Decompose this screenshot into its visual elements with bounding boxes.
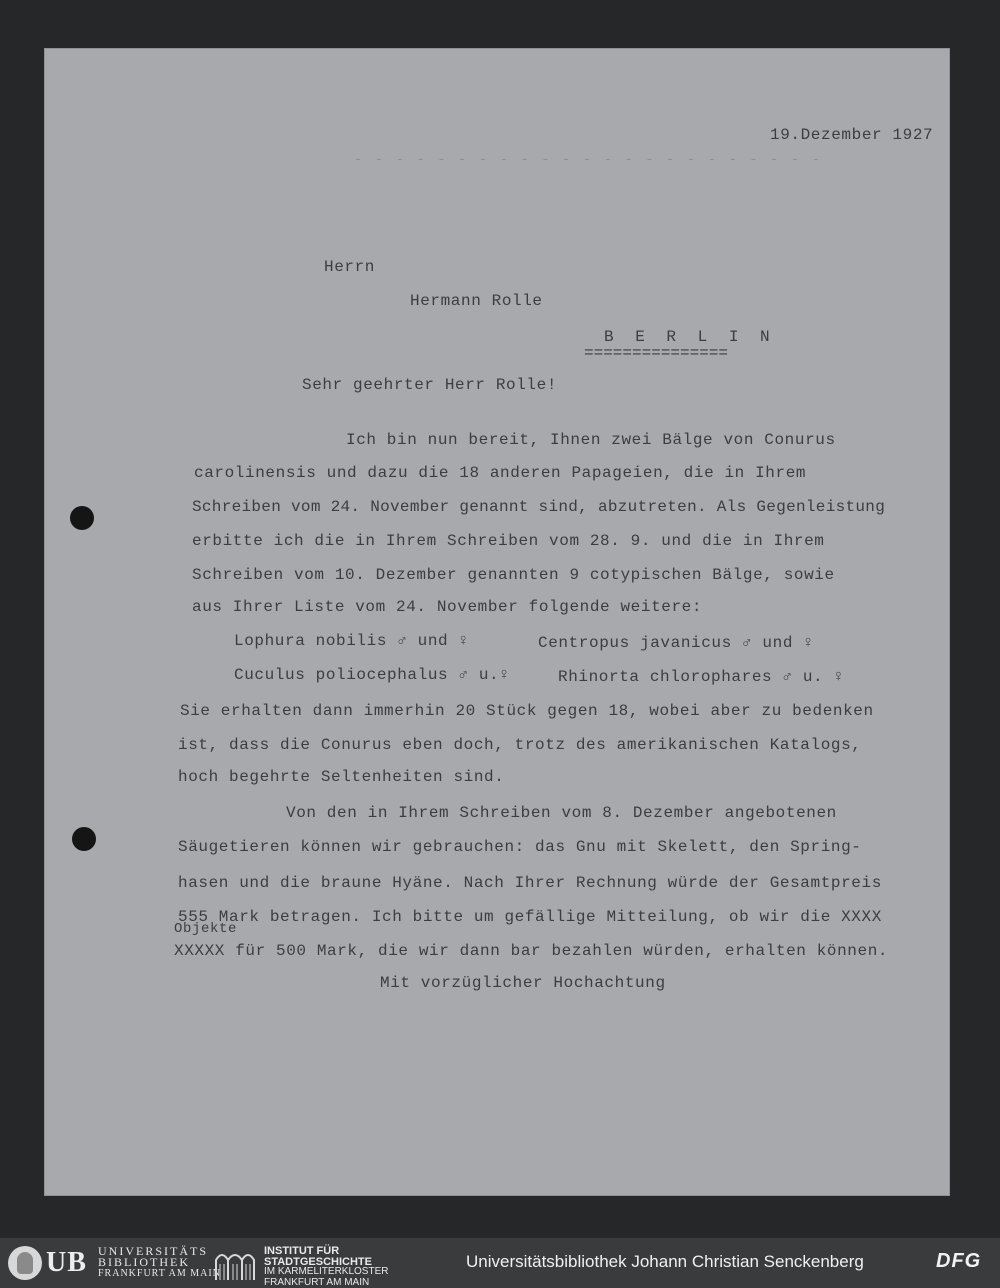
- footer-bar: [0, 1238, 1000, 1288]
- paragraph-3-line-2: Säugetieren können wir gebrauchen: das Gnu mit Skelett, den Spring-: [178, 838, 862, 856]
- paragraph-1-line-3: Schreiben vom 24. November genannt sind, abzutreten. Als Gegenleistung: [192, 498, 886, 516]
- punch-hole-bottom: [72, 827, 96, 851]
- ub-seal-icon: [8, 1246, 42, 1280]
- species-rhinorta: Rhinorta chlorophares ♂ u. ♀: [558, 668, 844, 686]
- salutation-title: Herrn: [324, 258, 376, 276]
- paragraph-3-line-3: hasen und die braune Hyäne. Nach Ihrer Rechnung würde der Gesamtpreis: [178, 874, 882, 892]
- paragraph-1-line-1: Ich bin nun bereit, Ihnen zwei Bälge von Conurus: [346, 431, 836, 449]
- species-cuculus: Cuculus poliocephalus ♂ u.♀: [234, 666, 510, 684]
- faint-dotted-line: - - - - - - - - - - - - - - - - - - - - - - -: [354, 152, 823, 168]
- paragraph-3-line-4: 555 Mark betragen. Ich bitte um gefällige Mitteilung, ob wir die XXXX: [178, 908, 882, 926]
- closing: Mit vorzüglicher Hochachtung: [380, 974, 666, 992]
- letter-date: 19.Dezember 1927: [770, 126, 934, 144]
- recipient-city: B E R L I N: [604, 328, 776, 346]
- paragraph-3-insert: Objekte: [174, 921, 238, 937]
- species-lophura: Lophura nobilis ♂ und ♀: [234, 632, 469, 650]
- paragraph-1-line-6: aus Ihrer Liste vom 24. November folgende weitere:: [192, 598, 703, 616]
- paragraph-2-line-3: hoch begehrte Seltenheiten sind.: [178, 768, 505, 786]
- letter-page: [44, 48, 950, 1196]
- inst-line-1: INSTITUT FÜR: [264, 1245, 340, 1257]
- ub-line-2: BIBLIOTHEK: [98, 1255, 190, 1269]
- ub-letters: UB: [46, 1247, 87, 1278]
- ub-line-1: UNIVERSITÄTS: [98, 1244, 208, 1258]
- paragraph-1-line-5: Schreiben vom 10. Dezember genannten 9 cotypischen Bälge, sowie: [192, 566, 835, 584]
- library-name: Universitätsbibliothek Johann Christian Senckenberg: [466, 1252, 864, 1271]
- paragraph-2-line-1: Sie erhalten dann immerhin 20 Stück gegen 18, wobei aber zu bedenken: [180, 702, 874, 720]
- ub-logo: [8, 1246, 87, 1280]
- recipient-name: Hermann Rolle: [410, 292, 543, 310]
- ub-line-3: FRANKFURT AM MAIN: [98, 1268, 221, 1279]
- paragraph-3-line-1: Von den in Ihrem Schreiben vom 8. Dezember angebotenen: [286, 804, 837, 822]
- ub-text: [98, 1246, 221, 1279]
- institute-text: [264, 1246, 388, 1288]
- paragraph-2-line-2: ist, dass die Conurus eben doch, trotz des amerikanischen Katalogs,: [178, 736, 862, 754]
- paragraph-3-line-5: XXXXX für 500 Mark, die wir dann bar bezahlen würden, erhalten können.: [174, 942, 889, 960]
- paragraph-1-line-4: erbitte ich die in Ihrem Schreiben vom 28. 9. und die in Ihrem: [192, 532, 825, 550]
- institute-arches-icon: [214, 1246, 256, 1280]
- paragraph-1-line-2: carolinensis und dazu die 18 anderen Papageien, die in Ihrem: [194, 464, 807, 482]
- greeting: Sehr geehrter Herr Rolle!: [302, 376, 558, 394]
- dfg-logo: DFG: [936, 1250, 982, 1272]
- inst-line-4: FRANKFURT AM MAIN: [264, 1276, 370, 1288]
- city-underline: ===============: [584, 344, 729, 362]
- inst-line-3: IM KARMELITERKLOSTER: [264, 1266, 389, 1277]
- punch-hole-top: [70, 506, 94, 530]
- species-centropus: Centropus javanicus ♂ und ♀: [538, 634, 814, 652]
- inst-line-2: STADTGESCHICHTE: [264, 1255, 372, 1268]
